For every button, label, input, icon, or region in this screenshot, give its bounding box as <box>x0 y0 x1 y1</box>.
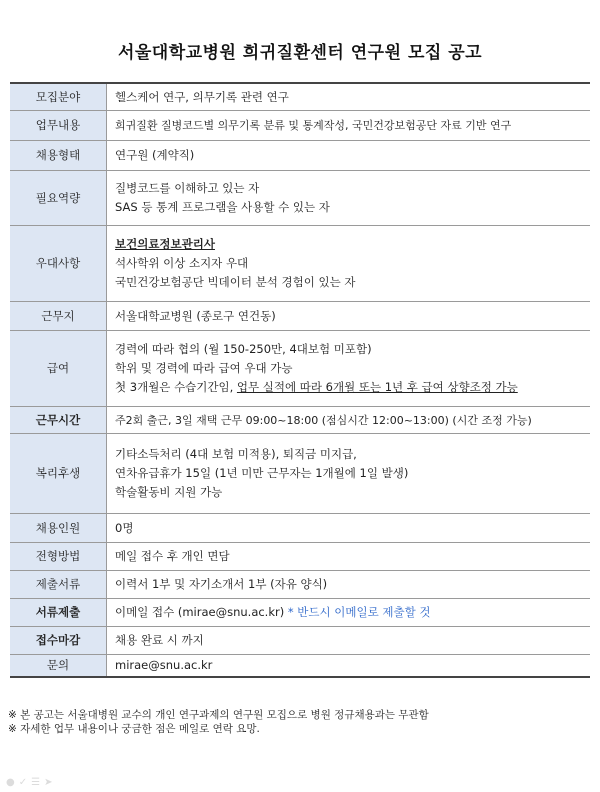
hours-text: 주2회 출근, 3일 재택 근무 09:00~18:00 (점심시간 12:00~13:00) (시간 조정 가능) <box>115 413 532 427</box>
value-documents: 이력서 1부 및 자기소개서 1부 (자유 양식) <box>107 570 591 598</box>
label-type: 채용형태 <box>10 140 107 170</box>
label-duty: 업무내용 <box>10 110 107 140</box>
value-deadline: 채용 완료 시 까지 <box>107 626 591 654</box>
label-preference: 우대사항 <box>10 225 107 301</box>
label-location: 근무지 <box>10 301 107 330</box>
salary-line: 경력에 따라 협의 (월 150-250만, 4대보험 미포함) <box>115 341 372 356</box>
label-benefits: 복리후생 <box>10 433 107 513</box>
job-posting-table <box>10 82 590 678</box>
table-row <box>10 570 590 598</box>
value-process: 메일 접수 후 개인 면담 <box>107 542 591 570</box>
label-deadline: 접수마감 <box>10 626 107 654</box>
value-submission <box>107 598 591 626</box>
value-location: 서울대학교병원 (종로구 연건동) <box>107 301 591 330</box>
benefits-line: 기타소득처리 (4대 보험 미적용), 퇴직금 미지급, <box>115 446 357 461</box>
menu-icon[interactable]: ☰ <box>31 777 45 788</box>
value-contact: mirae@snu.ac.kr <box>107 654 591 677</box>
duty-text: 희귀질환 질병코드별 의무기록 분류 및 통계작성, 국민건강보험공단 자료 기반 연구 <box>115 119 512 132</box>
footnotes <box>8 708 429 736</box>
submission-note: * 반드시 이메일로 제출할 것 <box>284 605 431 619</box>
label-headcount: 채용인원 <box>10 513 107 542</box>
table-row <box>10 406 590 433</box>
salary-probation-text: 첫 3개월은 수습기간임, <box>115 379 237 394</box>
preference-line-certificate: 보건의료정보관리사 <box>115 236 215 251</box>
footnote-disclaimer: ※ 본 공고는 서울대병원 교수의 개인 연구과제의 연구원 모집으로 병원 정규채용과는 무관함 <box>8 709 429 721</box>
table-row <box>10 330 590 406</box>
label-documents: 제출서류 <box>10 570 107 598</box>
value-salary <box>107 330 591 406</box>
footnote-contact: ※ 자세한 업무 내용이나 궁금한 점은 메일로 연락 요망. <box>8 723 260 735</box>
salary-line: 학위 및 경력에 따라 급여 우대 가능 <box>115 360 293 375</box>
table-row <box>10 626 590 654</box>
salary-raise-text: 업무 실적에 따라 6개월 또는 1년 후 급여 상향조정 가능 <box>236 379 518 394</box>
preference-line: 석사학위 이상 소지자 우대 <box>115 255 249 270</box>
submission-email-text: 이메일 접수 (mirae@snu.ac.kr) <box>115 605 285 619</box>
skills-line: 질병코드를 이해하고 있는 자 <box>115 180 260 195</box>
table-row <box>10 301 590 330</box>
value-benefits <box>107 433 591 513</box>
value-skills <box>107 170 591 225</box>
table-row <box>10 433 590 513</box>
table-row <box>10 83 590 110</box>
label-hours: 근무시간 <box>10 406 107 433</box>
table-row <box>10 598 590 626</box>
skills-line: SAS 등 통계 프로그램을 사용할 수 있는 자 <box>115 199 330 214</box>
table-row <box>10 140 590 170</box>
value-type: 연구원 (계약직) <box>107 140 591 170</box>
label-contact: 문의 <box>10 654 107 677</box>
table-row <box>10 542 590 570</box>
table-row <box>10 110 590 140</box>
table-row <box>10 513 590 542</box>
table-row <box>10 225 590 301</box>
benefits-line: 연차유급휴가 15일 (1년 미만 근무자는 1개월에 1일 발생) <box>115 465 409 480</box>
label-submission: 서류제출 <box>10 598 107 626</box>
label-field: 모집분야 <box>10 83 107 110</box>
table-row <box>10 654 590 677</box>
value-duty <box>107 110 591 140</box>
value-field: 헬스케어 연구, 의무기록 관련 연구 <box>115 89 289 104</box>
page-title: 서울대학교병원 희귀질환센터 연구원 모집 공고 <box>117 43 483 63</box>
label-process: 전형방법 <box>10 542 107 570</box>
check-icon[interactable]: ✓ <box>18 777 32 788</box>
zoom-icon[interactable]: ● <box>6 777 19 788</box>
value-hours <box>107 406 591 433</box>
salary-line <box>115 378 590 397</box>
label-salary: 급여 <box>10 330 107 406</box>
value-headcount: 0명 <box>107 513 591 542</box>
value-preference <box>107 225 591 301</box>
viewer-toolbar <box>6 777 56 788</box>
benefits-line: 학술활동비 지원 가능 <box>115 484 223 499</box>
preference-line: 국민건강보험공단 빅데이터 분석 경험이 있는 자 <box>115 274 356 289</box>
table-row <box>10 170 590 225</box>
label-skills: 필요역량 <box>10 170 107 225</box>
arrow-icon[interactable]: ➤ <box>44 777 57 788</box>
